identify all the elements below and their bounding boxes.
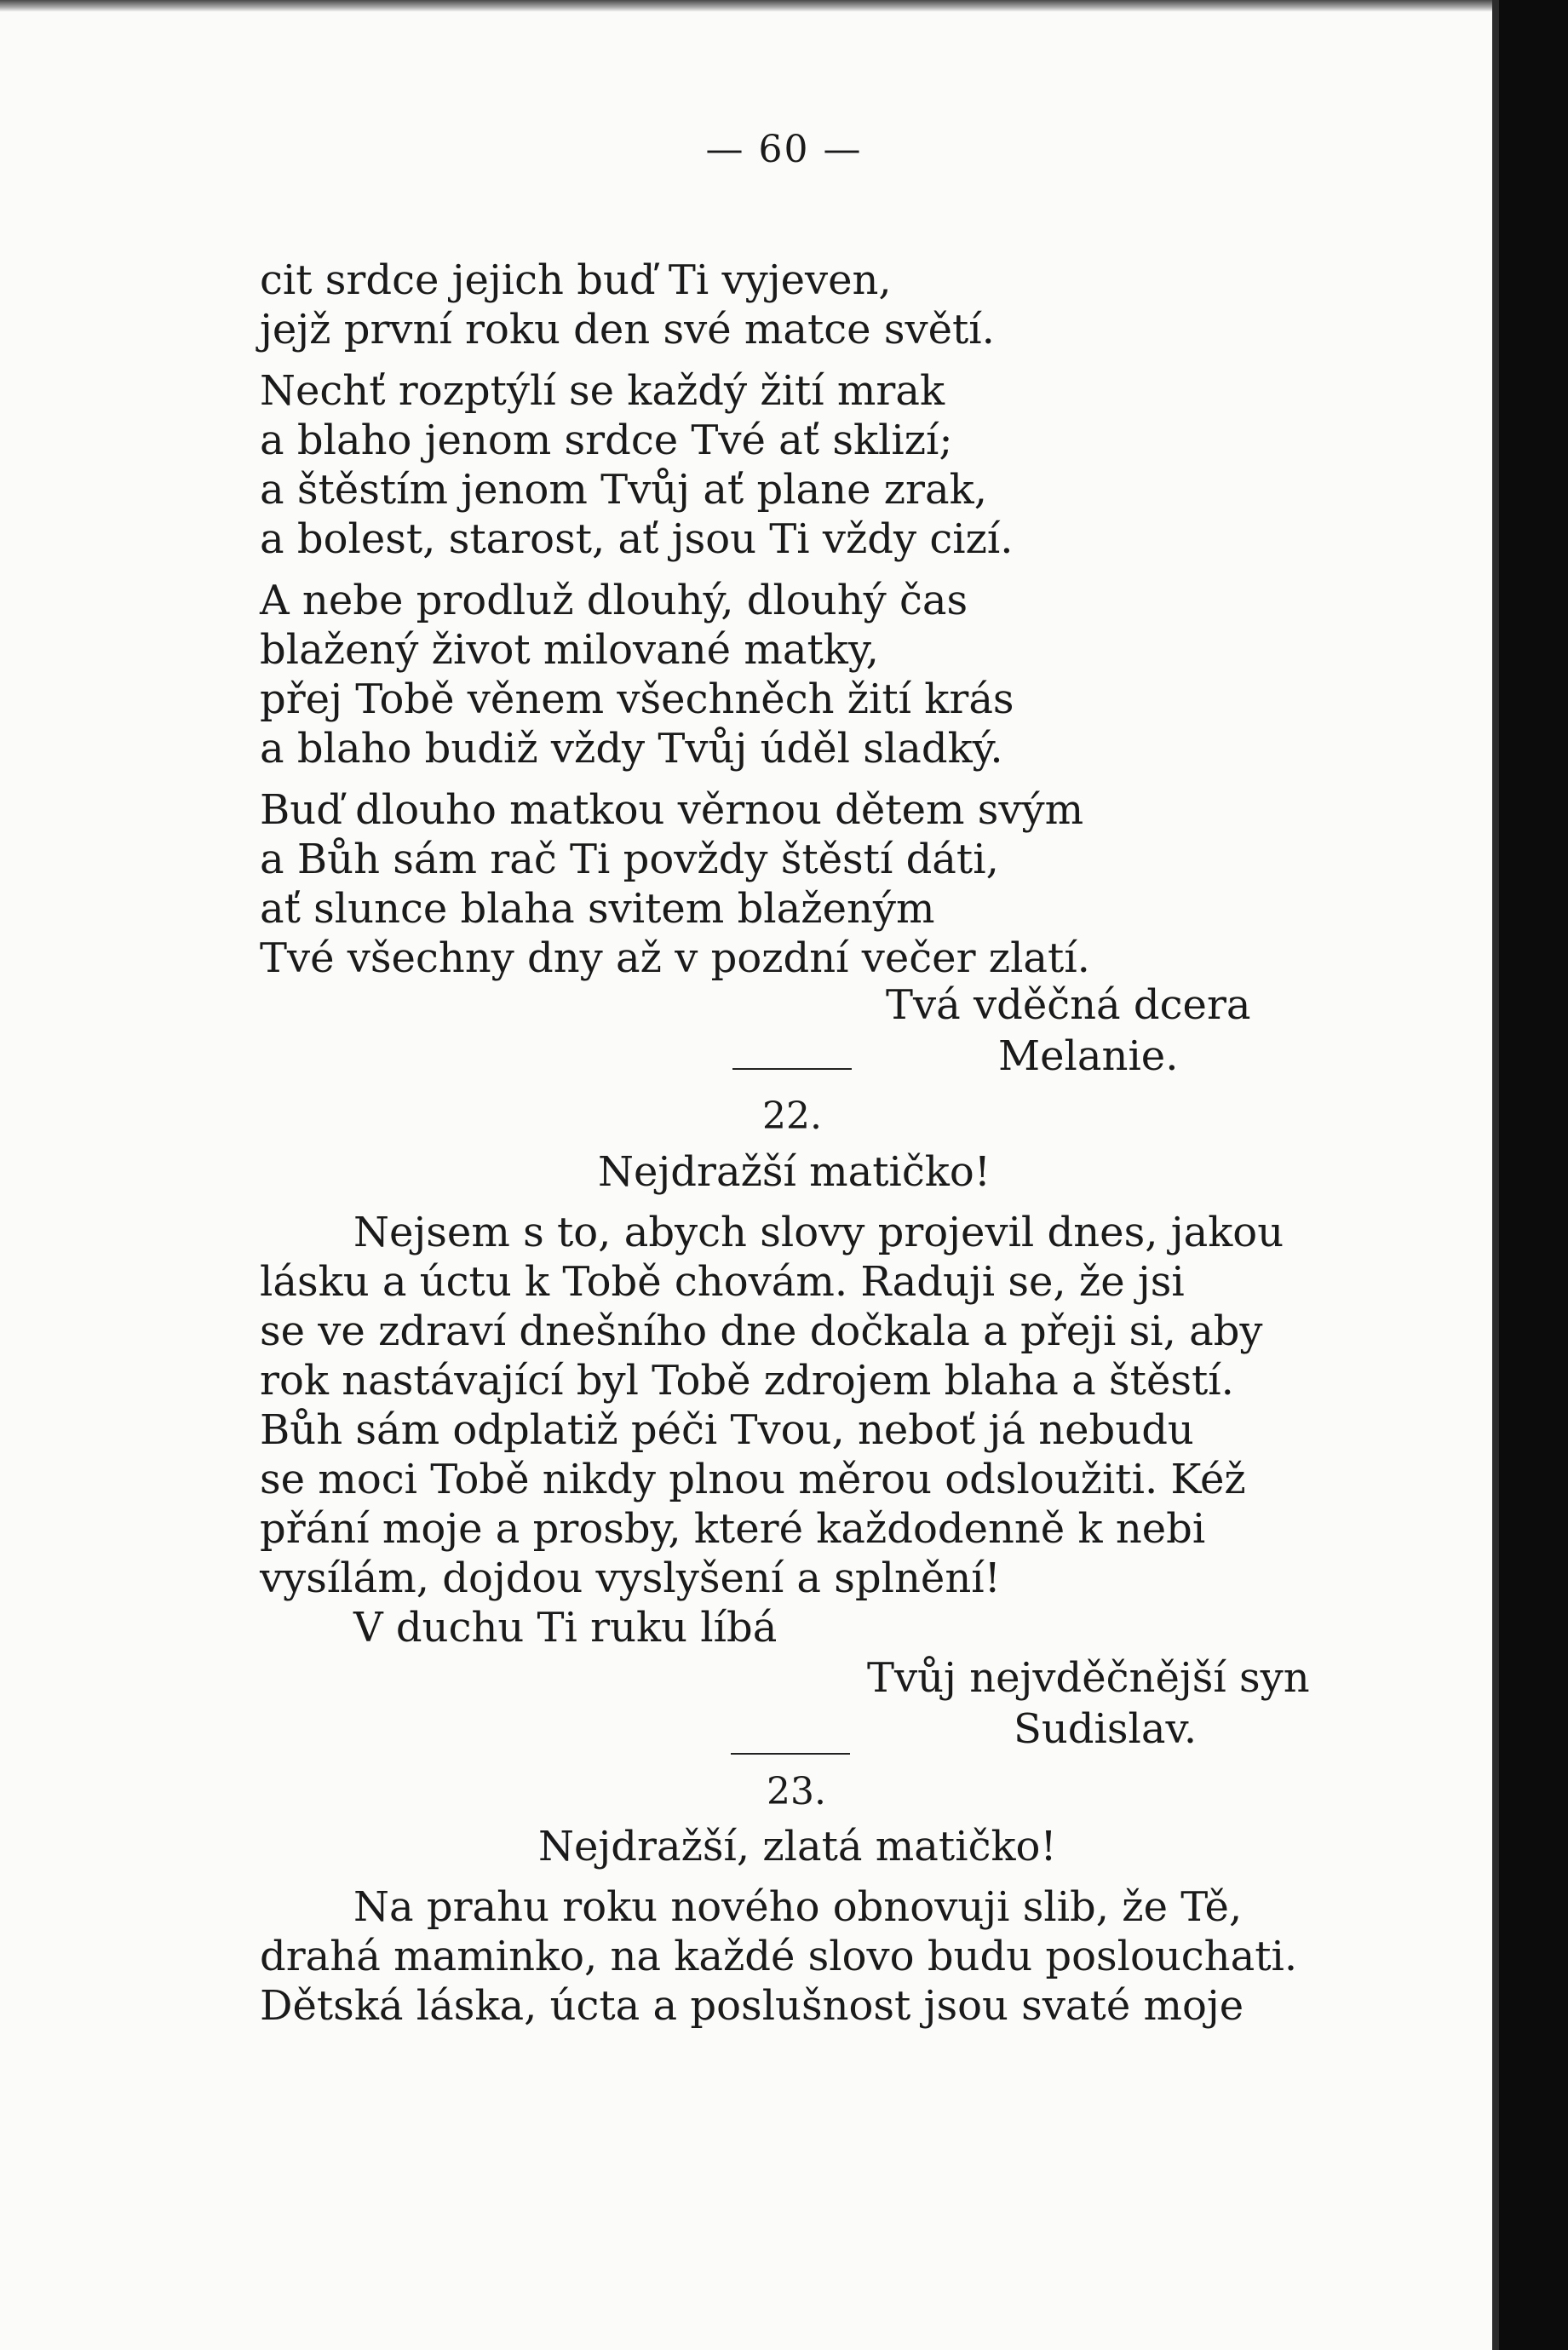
letter-line: se moci Tobě nikdy plnou měrou odsloužiti. Kéž (260, 1456, 1246, 1503)
section-divider (732, 1068, 852, 1070)
scan-top-edge (0, 0, 1499, 12)
letter-line: se ve zdraví dnešního dne dočkala a přeji si, aby (260, 1307, 1263, 1355)
poem-line: ať slunce blaha svitem blaženým (260, 885, 935, 933)
poem-line: A nebe prodluž dlouhý, dlouhý čas (260, 577, 968, 624)
poem-signature-line1: Tvá vděčná dcera (886, 981, 1251, 1029)
letter-line: lásku a úctu k Tobě chovám. Raduji se, že jsi (260, 1258, 1185, 1306)
letter-line: vysílám, dojdou vyslyšení a splnění! (260, 1554, 1001, 1602)
poem (260, 256, 1333, 983)
letter-body (260, 1882, 1333, 2031)
poem-line: cit srdce jejich buď Ti vyjeven, (260, 256, 892, 304)
letter-body (260, 1208, 1333, 1652)
poem-line: přej Tobě věnem všechněch žití krás (260, 675, 1014, 723)
letter-salutation: Nejdražší, zlatá matičko! (538, 1823, 1057, 1870)
poem-line: a štěstím jenom Tvůj ať plane zrak, (260, 466, 987, 514)
poem-line: blažený život milované matky, (260, 626, 879, 674)
poem-line: a bolest, starost, ať jsou Ti vždy cizí. (260, 515, 1014, 563)
section-divider (731, 1753, 850, 1755)
letter-signature-line1: Tvůj nejvděčnější syn (867, 1654, 1310, 1702)
poem-line: a blaho budiž vždy Tvůj úděl sladký. (260, 725, 1003, 773)
poem-line: Nechť rozptýlí se každý žití mrak (260, 367, 945, 415)
poem-line: a Bůh sám rač Ti povždy štěstí dáti, (260, 836, 999, 883)
letter-line: přání moje a prosby, které každodenně k nebi (260, 1505, 1206, 1553)
letter-closing: V duchu Ti ruku líbá (353, 1604, 778, 1652)
letter-line: Nejsem s to, abych slovy projevil dnes, jakou (353, 1209, 1284, 1256)
poem-signature-line2: Melanie. (998, 1032, 1179, 1080)
letter-line: Na prahu roku nového obnovuji slib, že Tě, (353, 1883, 1243, 1931)
poem-line: Buď dlouho matkou věrnou dětem svým (260, 786, 1084, 834)
poem-line: Tvé všechny dny až v pozdní večer zlatí. (260, 934, 1090, 982)
letter-salutation: Nejdražší matičko! (598, 1148, 991, 1196)
scan-dark-margin (1499, 0, 1568, 2350)
letter-line: drahá maminko, na každé slovo budu poslouchati. (260, 1933, 1298, 1980)
poem-line: jejž první roku den své matce světí. (260, 306, 995, 353)
letter-number: 23. (767, 1770, 826, 1813)
letter-line: Dětská láska, úcta a poslušnost jsou svaté moje (260, 1982, 1244, 2030)
letter-line: rok nastávající byl Tobě zdrojem blaha a štěstí. (260, 1357, 1234, 1405)
letter-number: 22. (762, 1095, 822, 1138)
scan-right-rule (1492, 0, 1499, 2350)
poem-line: a blaho jenom srdce Tvé ať sklizí; (260, 417, 953, 464)
letter-line: Bůh sám odplatiž péči Tvou, neboť já nebudu (260, 1406, 1194, 1454)
letter-signature-line2: Sudislav. (1014, 1705, 1198, 1753)
page-number: — 60 — (705, 128, 863, 171)
